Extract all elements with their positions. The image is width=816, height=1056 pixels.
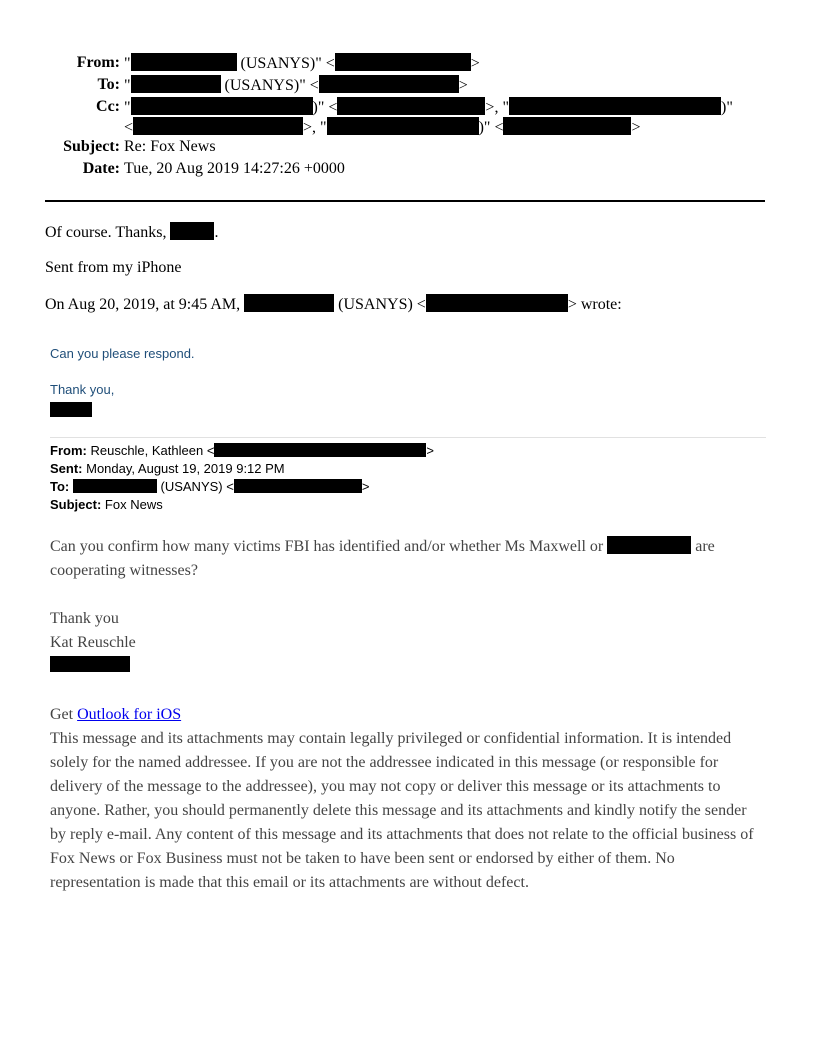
original-from-label: From: xyxy=(50,443,87,458)
redaction xyxy=(131,53,237,71)
quote-attribution xyxy=(45,294,622,315)
redaction xyxy=(327,117,479,135)
redaction xyxy=(131,97,313,115)
cc-quote: " xyxy=(124,99,131,116)
redaction xyxy=(50,402,92,417)
cc-close: > xyxy=(631,119,641,136)
from-value xyxy=(124,53,480,74)
to-quote: " xyxy=(124,77,131,94)
cc-value-continued xyxy=(124,117,641,138)
original-subject-label: Subject: xyxy=(50,497,102,512)
to-label: To: xyxy=(97,76,120,93)
original-subject-row xyxy=(50,496,434,514)
original-sent-label: Sent: xyxy=(50,461,83,476)
cc-label: Cc: xyxy=(96,98,120,115)
redaction xyxy=(337,97,485,115)
from-quote: " xyxy=(124,55,131,72)
outlook-prefix: Get xyxy=(50,706,74,723)
disclaimer-line: anyone. Rather, you should permanently delete this message and its attachments and kindly notify the sender xyxy=(50,802,747,819)
to-close: > xyxy=(458,77,468,94)
original-from-close: > xyxy=(426,443,435,458)
date-label: Date: xyxy=(82,160,120,177)
to-value xyxy=(124,75,468,96)
message-line-1 xyxy=(50,535,715,559)
reply-body xyxy=(45,222,218,243)
date-value: Tue, 20 Aug 2019 14:27:26 +0000 xyxy=(124,160,345,177)
redaction xyxy=(509,97,721,115)
quote-prefix: On Aug 20, 2019, at 9:45 AM, xyxy=(45,296,241,313)
redaction xyxy=(244,294,334,312)
message-line-2: cooperating witnesses? xyxy=(50,562,198,579)
redaction xyxy=(50,656,130,672)
original-from-value: Reuschle, Kathleen < xyxy=(90,443,215,458)
forward-line-1: Can you please respond. xyxy=(50,346,195,361)
disclaimer-line: delivery of the message to the addressee), you may not copy or deliver this message or its attachments to xyxy=(50,778,721,795)
subject-value: Re: Fox News xyxy=(124,138,216,155)
redaction xyxy=(214,443,426,457)
to-suffix: (USANYS)" < xyxy=(220,77,319,94)
redaction xyxy=(335,53,471,71)
original-sent-row xyxy=(50,460,434,478)
from-suffix: (USANYS)" < xyxy=(236,55,335,72)
quote-suffix: > wrote: xyxy=(567,296,622,313)
message-name: Kat Reuschle xyxy=(50,634,136,651)
redaction xyxy=(131,75,221,93)
forward-divider xyxy=(50,437,766,438)
quote-mid: (USANYS) < xyxy=(338,296,426,313)
cc-separator: >, " xyxy=(303,119,327,136)
reply-text-end: . xyxy=(214,224,219,241)
redaction xyxy=(234,479,362,493)
redaction xyxy=(133,117,303,135)
outlook-line xyxy=(50,703,181,727)
original-from-row xyxy=(50,442,434,460)
redaction xyxy=(73,479,157,493)
message-text: are xyxy=(695,538,715,555)
cc-open: < xyxy=(124,119,134,136)
reply-signature: Sent from my iPhone xyxy=(45,259,182,276)
disclaimer-line: representation is made that this email or its attachments are without defect. xyxy=(50,874,529,891)
reply-text: Of course. Thanks, xyxy=(45,224,167,241)
cc-separator: )" < xyxy=(312,99,338,116)
redaction xyxy=(503,117,631,135)
redaction xyxy=(319,75,459,93)
message-text: Can you confirm how many victims FBI has identified and/or whether Ms Maxwell or xyxy=(50,538,604,555)
message-thanks: Thank you xyxy=(50,610,119,627)
redaction xyxy=(607,536,691,554)
cc-separator: )" < xyxy=(478,119,504,136)
from-close: > xyxy=(470,55,480,72)
subject-label: Subject: xyxy=(63,138,120,155)
disclaimer-line: solely for the named addressee. If you are not the addressee indicated in this message (or responsible for xyxy=(50,754,719,771)
header-divider xyxy=(45,200,765,202)
original-header xyxy=(50,442,434,514)
disclaimer-line: This message and its attachments may contain legally privileged or confidential information. It is intended xyxy=(50,730,732,747)
outlook-ios-link[interactable]: Outlook for iOS xyxy=(77,706,182,723)
original-sent-value: Monday, August 19, 2019 9:12 PM xyxy=(86,461,285,476)
from-label: From: xyxy=(76,54,120,71)
cc-value xyxy=(124,97,733,118)
disclaimer xyxy=(50,727,770,895)
cc-separator: >, " xyxy=(485,99,509,116)
cc-separator: )" xyxy=(720,99,733,116)
redaction xyxy=(170,222,214,240)
original-subject-value: Fox News xyxy=(104,497,163,512)
original-to-label: To: xyxy=(50,479,70,494)
original-to-close: > xyxy=(361,479,370,494)
redaction xyxy=(426,294,568,312)
disclaimer-line: by reply e-mail. Any content of this message and its attachments that does not relate to the official business of xyxy=(50,826,754,843)
original-to-mid: (USANYS) < xyxy=(160,479,234,494)
original-to-row xyxy=(50,478,434,496)
forward-line-2: Thank you, xyxy=(50,382,115,397)
disclaimer-line: Fox News or Fox Business must not be taken to have been sent or endorsed by either of them. No xyxy=(50,850,675,867)
